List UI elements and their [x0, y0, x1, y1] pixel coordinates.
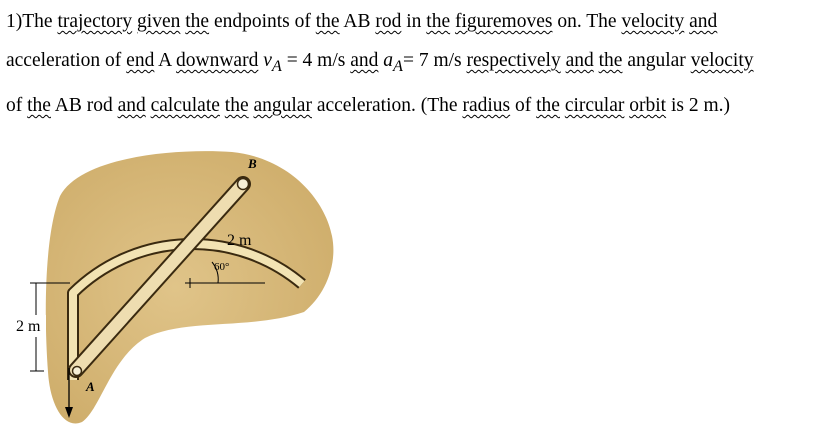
problem-line-2 [6, 41, 818, 86]
underlined-word: figuremoves [454, 11, 553, 32]
velocity-value: = 4 m/s [281, 50, 351, 71]
text-fragment: acceleration of [6, 50, 127, 71]
label-height: 2 m [16, 318, 41, 335]
underlined-word: given [137, 11, 181, 32]
velocity-symbol: v [263, 50, 272, 71]
underlined-word: and [350, 50, 379, 71]
acceleration-subscript: A [393, 56, 403, 75]
label-point-a: A [86, 379, 95, 394]
underlined-word: downward [176, 50, 259, 71]
underlined-word: calculate [150, 94, 220, 116]
text-fragment: on. The [552, 11, 622, 32]
underlined-word: the [185, 11, 210, 32]
text-fragment: endpoints of [209, 11, 316, 32]
text-fragment: acceleration. (The [311, 94, 463, 116]
underlined-word: the [315, 11, 340, 32]
underlined-word: trajectory [57, 11, 133, 32]
underlined-word: orbit [629, 94, 667, 116]
underlined-word: velocity [621, 11, 685, 32]
underlined-word: the [224, 94, 249, 116]
underlined-word: velocity [690, 50, 754, 71]
text-fragment: in [401, 11, 427, 32]
problem-statement [6, 2, 818, 125]
underlined-word: the [426, 11, 451, 32]
velocity-subscript: A [271, 56, 282, 75]
text-fragment: AB [339, 11, 376, 32]
underlined-word: and [689, 11, 718, 32]
underlined-word: end [126, 50, 155, 71]
problem-line-1 [6, 2, 818, 41]
acceleration-symbol: a [383, 50, 394, 71]
problem-line-3 [6, 86, 818, 125]
underlined-word: the [598, 50, 623, 71]
text-fragment: of [6, 94, 28, 116]
underlined-word: respectively [466, 50, 561, 71]
acceleration-value: = 7 m/s [402, 50, 467, 71]
text-fragment: angular [622, 50, 691, 71]
text-fragment: of [510, 94, 537, 116]
text-fragment: AB rod [50, 94, 118, 116]
text-fragment: is 2 m.) [666, 94, 731, 116]
underlined-word: and [565, 50, 594, 71]
underlined-word: angular [253, 94, 312, 116]
underlined-word: rod [375, 11, 402, 32]
label-rod-length: 2 m [227, 232, 252, 249]
pin-b-icon [238, 179, 249, 190]
underlined-word: circular [564, 94, 625, 116]
label-angle: 60° [214, 261, 230, 273]
underlined-word: and [117, 94, 146, 116]
underlined-word: radius [462, 94, 511, 116]
label-point-b: B [248, 156, 257, 171]
pin-a-icon [73, 367, 82, 376]
text-fragment: A [154, 50, 177, 71]
mechanism-figure [0, 130, 400, 428]
text-fragment: 1)The [6, 11, 58, 32]
underlined-word: the [27, 94, 51, 116]
underlined-word: the [536, 94, 560, 116]
